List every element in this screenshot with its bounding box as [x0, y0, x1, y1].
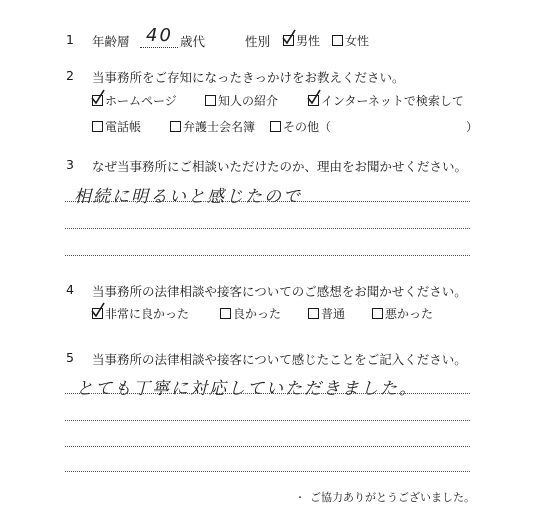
- checkbox-bar-directory[interactable]: [170, 121, 181, 132]
- checkbox-female[interactable]: [332, 35, 343, 46]
- answer-3-handwritten: 相続に明るいと感じたので: [74, 187, 302, 207]
- check-mark-icon: [91, 302, 105, 318]
- question-2-text: 当事務所をご存知になったきっかけをお教えください。: [92, 70, 405, 85]
- question-number-4: 4: [66, 282, 74, 297]
- option-internet-label: インターネットで検索して: [321, 94, 464, 108]
- option-male[interactable]: [283, 32, 320, 49]
- age-underline: [140, 47, 178, 48]
- option-bar-directory-label: 弁護士会名簿: [183, 120, 256, 134]
- option-good-label: 良かった: [233, 307, 282, 321]
- question-number-3: 3: [66, 157, 74, 172]
- option-normal[interactable]: [308, 305, 345, 322]
- checkbox-normal[interactable]: [308, 308, 319, 319]
- question-5-text: 当事務所の法律相談や接客について感じたことをご記入ください。: [92, 352, 467, 367]
- question-4-text: 当事務所の法律相談や接客についてのご感想をお聞かせください。: [92, 284, 467, 299]
- option-female[interactable]: [332, 32, 369, 49]
- option-referral-label: 知人の紹介: [218, 94, 279, 108]
- question-3-text: なぜ当事務所にご相談いただけたのか、理由をお聞かせください。: [92, 159, 468, 174]
- option-other-close: ）: [466, 120, 479, 134]
- option-normal-label: 普通: [321, 307, 346, 321]
- option-other-label: その他（: [283, 120, 332, 134]
- checkbox-very-good[interactable]: [92, 308, 103, 319]
- checkbox-referral[interactable]: [205, 95, 216, 106]
- answer-line: [65, 420, 470, 421]
- answer-line: [65, 228, 470, 229]
- option-very-good-label: 非常に良かった: [105, 307, 190, 321]
- question-number-2: 2: [66, 68, 74, 83]
- question-number-5: 5: [66, 350, 74, 365]
- gender-label: 性別: [245, 34, 271, 49]
- option-female-label: 女性: [345, 34, 370, 48]
- option-phonebook[interactable]: [92, 118, 141, 135]
- check-mark-icon: [282, 29, 296, 45]
- check-mark-icon: [91, 89, 105, 105]
- option-male-label: 男性: [296, 34, 321, 48]
- checkbox-good[interactable]: [220, 308, 231, 319]
- option-internet[interactable]: [308, 92, 464, 109]
- answer-line: [65, 201, 470, 202]
- check-mark-icon: [307, 89, 321, 105]
- checkbox-other[interactable]: [270, 121, 281, 132]
- answer-line: [65, 471, 470, 472]
- option-good[interactable]: [220, 305, 281, 322]
- answer-line: [65, 255, 470, 256]
- option-referral[interactable]: [205, 92, 278, 109]
- footer-dot: .: [298, 487, 303, 502]
- answer-line: [65, 446, 470, 447]
- age-suffix: 歳代: [180, 34, 206, 49]
- checkbox-male[interactable]: [283, 35, 294, 46]
- footer-thanks: ご協力ありがとうございました。: [310, 491, 475, 504]
- answer-line: [65, 393, 470, 394]
- question-number-1: 1: [66, 32, 74, 47]
- answer-5-handwritten: とても丁寧に対応していただきました。: [76, 379, 418, 399]
- option-bar-directory[interactable]: [170, 118, 255, 135]
- checkbox-internet[interactable]: [308, 95, 319, 106]
- option-phonebook-label: 電話帳: [105, 120, 142, 134]
- age-label: 年齢層: [92, 34, 130, 49]
- checkbox-bad[interactable]: [372, 308, 383, 319]
- checkbox-homepage[interactable]: [92, 95, 103, 106]
- option-homepage-label: ホームページ: [105, 94, 177, 108]
- option-very-good[interactable]: [92, 305, 189, 322]
- age-value: 40: [146, 25, 173, 46]
- checkbox-phonebook[interactable]: [92, 121, 103, 132]
- option-bad[interactable]: [372, 305, 433, 322]
- option-bad-label: 悪かった: [385, 307, 434, 321]
- option-other[interactable]: [270, 118, 331, 135]
- option-homepage[interactable]: [92, 92, 177, 109]
